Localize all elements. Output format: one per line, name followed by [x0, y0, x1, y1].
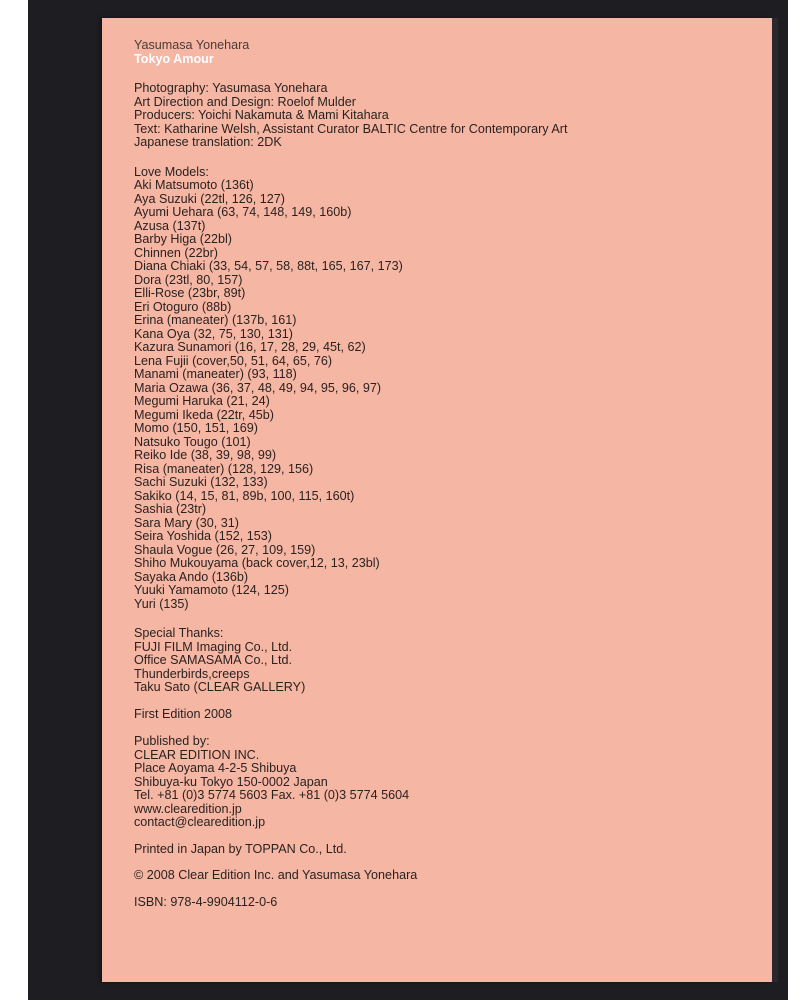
- isbn-block: [134, 896, 754, 910]
- credit-line: Text: Katharine Welsh, Assistant Curator BALTIC Centre for Contemporary Art: [134, 121, 568, 136]
- credit-line: Art Direction and Design: Roelof Mulder: [134, 94, 356, 109]
- publisher-line: Tel. +81 (0)3 5774 5603 Fax. +81 (0)3 5774 5604: [134, 788, 410, 802]
- printed-text: Printed in Japan by TOPPAN Co., Ltd.: [134, 841, 347, 856]
- thanks-entry: Office SAMASAMA Co., Ltd.: [134, 653, 292, 667]
- page-edge: [772, 18, 778, 982]
- model-entry: Yuri (135): [134, 596, 189, 611]
- book-title: Tokyo Amour: [134, 52, 214, 66]
- model-entry: Sachi Suzuki (132, 133): [134, 475, 268, 489]
- publisher-line: CLEAR EDITION INC.: [134, 747, 260, 762]
- thanks-entry: FUJI FILM Imaging Co., Ltd.: [134, 639, 293, 654]
- publisher-block: [134, 735, 754, 830]
- model-entry: Sayaka Ando (136b): [134, 569, 249, 584]
- copyright-text: © 2008 Clear Edition Inc. and Yasumasa Yonehara: [134, 868, 418, 882]
- model-entry: Diana Chiaki (33, 54, 57, 58, 88t, 165, 167, 173): [134, 259, 403, 273]
- model-entry: Azusa (137t): [134, 218, 206, 233]
- model-entry: Aya Suzuki (22tl, 126, 127): [134, 191, 285, 206]
- model-entry: Momo (150, 151, 169): [134, 421, 258, 435]
- model-entry: Kazura Sunamori (16, 17, 28, 29, 45t, 62): [134, 340, 366, 354]
- model-entry: Eri Otoguro (88b): [134, 299, 232, 314]
- publisher-line: Shibuya-ku Tokyo 150-0002 Japan: [134, 774, 328, 789]
- publisher-website: www.clearedition.jp: [134, 801, 242, 816]
- printed-block: [134, 843, 754, 857]
- model-entry: Megumi Haruka (21, 24): [134, 394, 270, 408]
- model-entry: Megumi Ikeda (22tr, 45b): [134, 407, 275, 422]
- model-entry: Yuuki Yamamoto (124, 125): [134, 583, 289, 597]
- edition-block: [134, 708, 754, 722]
- model-entry: Dora (23tl, 80, 157): [134, 272, 243, 287]
- thanks-entry: Thunderbirds,creeps: [134, 666, 250, 681]
- model-entry: Erina (maneater) (137b, 161): [134, 313, 297, 327]
- model-entry: Kana Oya (32, 75, 130, 131): [134, 326, 293, 341]
- thanks-block: [134, 627, 754, 695]
- model-entry: Chinnen (22br): [134, 245, 219, 260]
- model-entry: Ayumi Uehara (63, 74, 148, 149, 160b): [134, 205, 352, 219]
- model-entry: Elli-Rose (23br, 89t): [134, 286, 246, 300]
- model-entry: Seira Yoshida (152, 153): [134, 529, 272, 543]
- publisher-email: contact@clearedition.jp: [134, 815, 266, 829]
- credit-line: Photography: Yasumasa Yonehara: [134, 81, 328, 95]
- model-entry: Sakiko (14, 15, 81, 89b, 100, 115, 160t): [134, 488, 355, 503]
- colophon-text: [134, 38, 754, 909]
- credit-line: Producers: Yoichi Nakamuta & Mami Kitahara: [134, 108, 389, 122]
- models-heading: Love Models:: [134, 164, 209, 179]
- edition-text: First Edition 2008: [134, 706, 233, 721]
- thanks-heading: Special Thanks:: [134, 626, 224, 640]
- model-entry: Maria Ozawa (36, 37, 48, 49, 94, 95, 96, 97): [134, 380, 382, 395]
- thanks-entry: Taku Sato (CLEAR GALLERY): [134, 680, 306, 694]
- model-entry: Sara Mary (30, 31): [134, 515, 239, 530]
- model-entry: Risa (maneater) (128, 129, 156): [134, 461, 314, 476]
- model-entry: Natsuko Tougo (101): [134, 434, 251, 449]
- credits-block: [134, 82, 754, 150]
- publisher-line: Place Aoyama 4-2-5 Shibuya: [134, 761, 297, 775]
- model-entry: Manami (maneater) (93, 118): [134, 367, 297, 381]
- credit-line: Japanese translation: 2DK: [134, 135, 282, 149]
- model-entry: Shiho Mukouyama (back cover,12, 13, 23bl): [134, 556, 380, 570]
- author-name: Yasumasa Yonehara: [134, 38, 250, 52]
- model-entry: Reiko Ide (38, 39, 98, 99): [134, 448, 277, 462]
- model-entry: Shaula Vogue (26, 27, 109, 159): [134, 542, 316, 557]
- isbn-text: ISBN: 978-4-9904112-0-6: [134, 894, 278, 909]
- model-entry: Barby Higa (22bl): [134, 232, 232, 246]
- model-entry: Sashia (23tr): [134, 502, 207, 516]
- model-entry: Lena Fujii (cover,50, 51, 64, 65, 76): [134, 353, 333, 368]
- models-block: [134, 166, 754, 612]
- published-heading: Published by:: [134, 734, 210, 748]
- model-entry: Aki Matsumoto (136t): [134, 178, 254, 192]
- copyright-block: [134, 869, 754, 883]
